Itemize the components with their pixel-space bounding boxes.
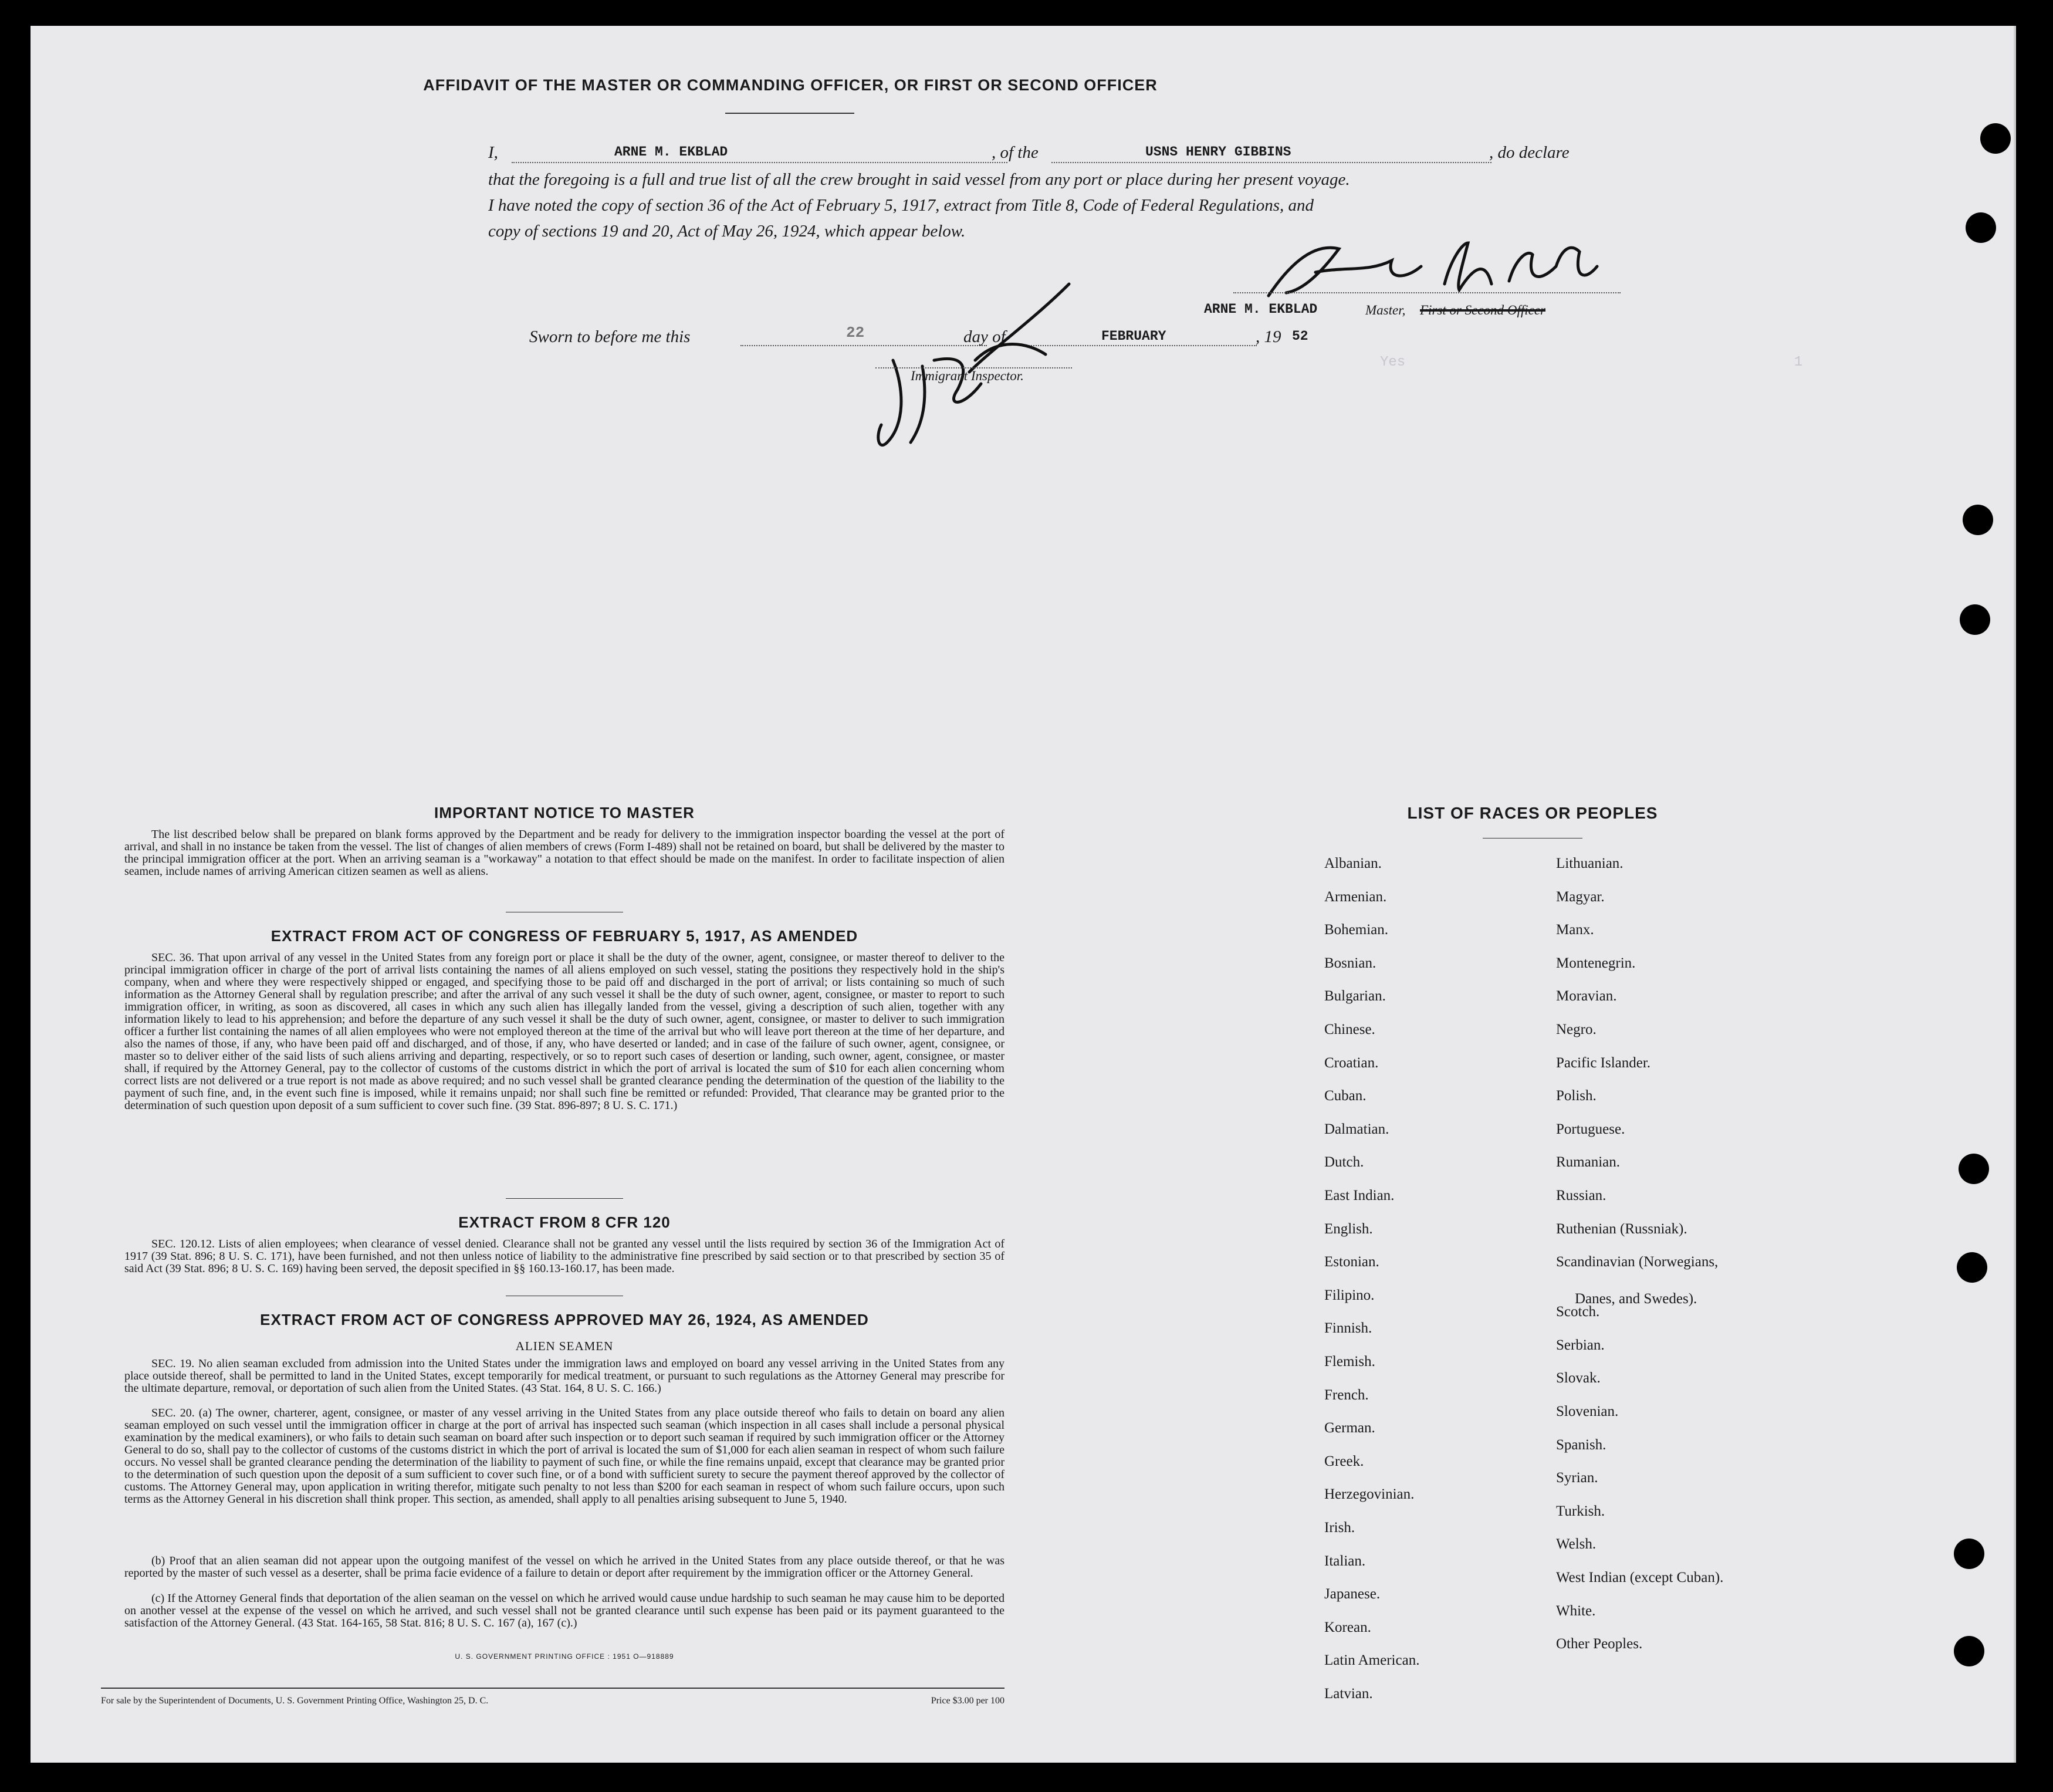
race-item: Bulgarian.: [1324, 988, 1386, 1005]
notice-title: IMPORTANT NOTICE TO MASTER: [434, 804, 695, 821]
do-declare-label: , do declare: [1489, 143, 1570, 162]
vessel-name: USNS HENRY GIBBINS: [1145, 144, 1291, 160]
race-item: Magyar.: [1556, 888, 1605, 905]
day-of-label: day of: [963, 327, 1006, 346]
race-item: Flemish.: [1324, 1354, 1375, 1370]
race-item: German.: [1324, 1420, 1375, 1436]
race-item: English.: [1324, 1220, 1373, 1237]
race-item: Portuguese.: [1556, 1121, 1625, 1137]
affidavit-i-label: I,: [488, 143, 498, 162]
name-fill-line: [512, 154, 1007, 163]
extract-cfr-title: EXTRACT FROM 8 CFR 120: [458, 1213, 671, 1231]
extract-1917-title: EXTRACT FROM ACT OF CONGRESS OF FEBRUARY 5, 1917, AS AMENDED: [270, 927, 858, 945]
struck-officer-label: First or Second Officer: [1420, 303, 1545, 317]
race-item: Irish.: [1324, 1520, 1355, 1536]
footer-rule: [101, 1688, 1004, 1689]
race-item: Welsh.: [1556, 1536, 1597, 1553]
race-item: Filipino.: [1324, 1287, 1375, 1303]
binder-hole: [1954, 1636, 1984, 1666]
race-item: Greek.: [1324, 1453, 1364, 1469]
races-title: LIST OF RACES OR PEOPLES: [1407, 804, 1658, 822]
race-item: Chinese.: [1324, 1022, 1375, 1037]
extract-1924-sec20a: SEC. 20. (a) The owner, charterer, agent, consignee, or master of any vessel arriving in the United States from any place outside thereof who fails to detain on board any alien seaman employed on such vessel until the immigration officer in charge at the port of arrival has inspected such seaman (which inspection in all cases shall include a personal physical examination by the medical examiners), or who fails to detain such seaman on board after such inspection or to deport such seaman if required by such immigration officer or the Attorney General to do so, shall pay to the collector of customs of the customs district in which the port of arrival is located the sum of $1,000 for each alien seaman in respect of whom such failure occurs. No vessel shall be granted clearance pending the determination of the liability to payment of such fine, or while the fine remains unpaid, except that clearance may be granted prior to the determination of such question upon the deposit of a sum sufficient to cover such fine, or of a bond with sufficient surety to secure the payment thereof approved by the collector of customs. The Attorney General may, upon application in writing therefor, mitigate such penalty to not less than $200 for each seaman in respect of whom such failure occurs, upon such terms as the Attorney General in his discretion shall think proper. This section, as amended, shall apply to all penalties arising subsequent to June 5, 1940.: [124, 1406, 1004, 1506]
race-item: Spanish.: [1556, 1436, 1606, 1453]
binder-hole: [1960, 604, 1990, 635]
race-item: Dutch.: [1324, 1154, 1364, 1171]
race-item: Rumanian.: [1556, 1154, 1621, 1171]
extract-1924-title: EXTRACT FROM ACT OF CONGRESS APPROVED MAY 26, 1924, AS AMENDED: [260, 1311, 869, 1328]
race-item: Pacific Islander.: [1556, 1054, 1651, 1071]
of-the-label: , of the: [992, 143, 1039, 162]
race-item: Turkish.: [1556, 1503, 1605, 1519]
race-item: Herzegovinian.: [1324, 1486, 1415, 1503]
footer-left: For sale by the Superintendent of Documents, U. S. Government Printing Office, Washington 25, D. C.: [101, 1696, 489, 1706]
binder-hole: [1980, 123, 2011, 154]
race-item: White.: [1556, 1602, 1596, 1619]
declaration-line-3: I have noted the copy of section 36 of the Act of February 5, 1917, extract from Title 8, Code of Federal Regulations, and: [488, 196, 1314, 215]
declaration-line-2: that the foregoing is a full and true list of all the crew brought in said vessel from any port or place during her present voyage.: [488, 170, 1350, 189]
sworn-day: 22: [846, 324, 865, 342]
race-item: Albanian.: [1324, 856, 1382, 871]
gpo-line: U. S. GOVERNMENT PRINTING OFFICE : 1951 O—918889: [455, 1652, 674, 1661]
extract-1917-text: SEC. 36. That upon arrival of any vessel in the United States from any foreign port or place it shall be the duty of the owner, agent, consignee, or master thereof to deliver to the principal immigration officer in charge of the port of arrival lists containing the names of all aliens employed on such vessel, stating the positions they respectively hold in the ship's company, when and where they were respectively shipped or engaged, and specifying those to be paid off and discharged in the port of arrival; or lists containing so much of such information as the Attorney General shall by regulation prescribe; and after the arrival of any such vessel it shall be the duty of such owner, agent, consignee, or master to report to such immigration officer, in writing, as soon as discovered, all cases in which any such alien has illegally landed from the vessel, giving a description of such alien, together with any information likely to lead to his apprehension; and before the departure of any such vessel it shall be the duty of such owner, agent, consignee, or master to deliver to such immigration officer a further list containing the names of all alien employees who were not employed thereon at the time of the arrival but who will leave port thereon at the time of her departure, and also the names of those, if any, who have been paid off and discharged, and of those, if any, who have deserted or landed; and in case of the failure of such owner, agent, consignee, or master so to deliver either of the said lists of such aliens arriving and departing, respectively, or so to report such cases of desertion or landing, such owner, agent, consignee, or master shall, if required by the Attorney General, pay to the collector of customs of the customs district in which the port of arrival is located the sum of $10 for each alien concerning whom correct lists are not delivered or a true report is not made as above required; and no such vessel shall be granted clearance pending the determination of the question of the liability to the payment of such fine, and, in the event such fine is imposed, while it remains unpaid; nor shall such fine be remitted or refunded: Provided, That clearance may be granted prior to the determination of such question upon deposit of a sum sufficient to cover such fine. (39 Stat. 896-897; 8 U. S. C. 171.): [124, 951, 1004, 1112]
inspector-label: Immigrant Inspector.: [911, 368, 1024, 383]
race-item: French.: [1324, 1387, 1369, 1403]
race-item: Danes, and Swedes).: [1575, 1290, 1697, 1307]
race-item: Manx.: [1556, 922, 1594, 938]
master-label: Master,: [1365, 303, 1406, 317]
inspector-signature: [823, 249, 1104, 460]
race-item: Negro.: [1556, 1022, 1597, 1037]
extract-1924-subtitle: ALIEN SEAMEN: [515, 1339, 614, 1353]
extract-cfr-text: SEC. 120.12. Lists of alien employees; when clearance of vessel denied. Clearance shall not be granted any vessel until the lists required by section 36 of the Immigration Act of 1917 (39 Stat. 896; 8 U. S. C. 171), have been furnished, and not then unless notice of liability to the administrative fine prescribed by said section or to that prescribed by section 35 of said Act (39 Stat. 896; 8 U. S. C. 169) having been served, the deposit specified in §§ 160.13-160.17, has been made.: [124, 1238, 1004, 1275]
extract-1924-sec20c: (c) If the Attorney General finds that deportation of the alien seaman on the vessel on which he arrived would cause undue hardship to such seaman he may cause him to be deported on another vessel at the expense of the vessel on which he arrived, and such vessel shall not be granted clearance until such expense has been paid or its payment guaranteed to the satisfaction of the Attorney General. (43 Stat. 164-165, 58 Stat. 816; 8 U. S. C. 167 (a), 167 (c).): [124, 1592, 1004, 1629]
sworn-year: 52: [1292, 329, 1308, 344]
sworn-label: Sworn to before me this: [529, 327, 691, 346]
race-item: Cuban.: [1324, 1088, 1367, 1104]
extract-1924-sec20b: (b) Proof that an alien seaman did not appear upon the outgoing manifest of the vessel on which he arrived in the United States from any place outside thereof, or that he was reported by the master of such vessel as a deserter, shall be prima facie evidence of a failure to detain or deport after requirement by the immigration officer or the Attorney General.: [124, 1554, 1004, 1580]
race-item: West Indian (except Cuban).: [1556, 1569, 1724, 1585]
signer-typed-name: ARNE M. EKBLAD: [1204, 302, 1318, 317]
binder-hole: [1954, 1539, 1984, 1569]
race-item: Scotch.: [1556, 1304, 1600, 1320]
race-item: Montenegrin.: [1556, 955, 1636, 971]
race-item: Slovak.: [1556, 1370, 1601, 1387]
race-item: Bohemian.: [1324, 922, 1389, 938]
declaration-line-4: copy of sections 19 and 20, Act of May 26, 1924, which appear below.: [488, 222, 966, 241]
race-item: Slovenian.: [1556, 1403, 1619, 1419]
race-item: Estonian.: [1324, 1254, 1379, 1270]
race-item: Russian.: [1556, 1188, 1606, 1203]
race-item: Serbian.: [1556, 1337, 1605, 1353]
race-item: Japanese.: [1324, 1586, 1381, 1602]
bleed-through-text: Yes 1: [1380, 354, 1803, 370]
race-item: Ruthenian (Russniak).: [1556, 1220, 1687, 1237]
binder-hole: [1966, 212, 1996, 243]
race-item: Lithuanian.: [1556, 856, 1624, 871]
affidavit-title: AFFIDAVIT OF THE MASTER OR COMMANDING OFFICER, OR FIRST OR SECOND OFFICER: [423, 76, 1158, 94]
race-item: Scandinavian (Norwegians,: [1556, 1254, 1719, 1270]
extract-1917-divider: [506, 1198, 623, 1199]
race-item: Dalmatian.: [1324, 1121, 1389, 1137]
race-item: East Indian.: [1324, 1188, 1395, 1203]
race-item: Korean.: [1324, 1619, 1371, 1635]
notice-text: The list described below shall be prepared on blank forms approved by the Department and be ready for delivery to the immigration inspector boarding the vessel at the port of arrival, and shall in no instance be taken from the vessel. The list of changes of alien members of crews (Form I-489) shall not be retained on board, but shall be delivered by the master to the principal immigration officer at the port. When an arriving seaman is a "workaway" a notation to that effect should be made on the manifest. In order to facilitate inspection of alien seamen, include names of arriving American citizen seamen as well as aliens.: [124, 828, 1004, 878]
year-prefix: , 19: [1256, 327, 1281, 346]
sworn-month: FEBRUARY: [1101, 329, 1166, 344]
title-divider: [725, 113, 854, 114]
extract-1924-sec19: SEC. 19. No alien seaman excluded from admission into the United States under the immigration laws and employed on board any vessel arriving in the United States from any place outside thereof, shall be permitted to land in the United States, except temporarily for medical treatment, or pursuant to such regulations as the Attorney General may prescribe for the ultimate departure, removal, or deportation of such alien from the United States. (43 Stat. 164, 8 U. S. C. 166.): [124, 1357, 1004, 1395]
document-sheet: [31, 26, 2016, 1763]
race-item: Finnish.: [1324, 1320, 1372, 1337]
race-item: Syrian.: [1556, 1470, 1598, 1486]
race-item: Latvian.: [1324, 1686, 1373, 1702]
race-item: Croatian.: [1324, 1054, 1379, 1071]
race-item: Other Peoples.: [1556, 1636, 1643, 1652]
race-item: Moravian.: [1556, 988, 1617, 1005]
master-signature: [1251, 225, 1603, 307]
race-item: Polish.: [1556, 1088, 1597, 1104]
footer-right: Price $3.00 per 100: [931, 1696, 1004, 1706]
binder-hole: [1963, 505, 1993, 535]
race-item: Bosnian.: [1324, 955, 1376, 971]
race-item: Italian.: [1324, 1553, 1366, 1569]
race-item: Latin American.: [1324, 1652, 1420, 1669]
race-item: Armenian.: [1324, 888, 1387, 905]
binder-hole: [1957, 1252, 1987, 1283]
master-name: ARNE M. EKBLAD: [614, 144, 728, 160]
binder-hole: [1959, 1154, 1989, 1184]
signature-line: [1233, 291, 1621, 293]
